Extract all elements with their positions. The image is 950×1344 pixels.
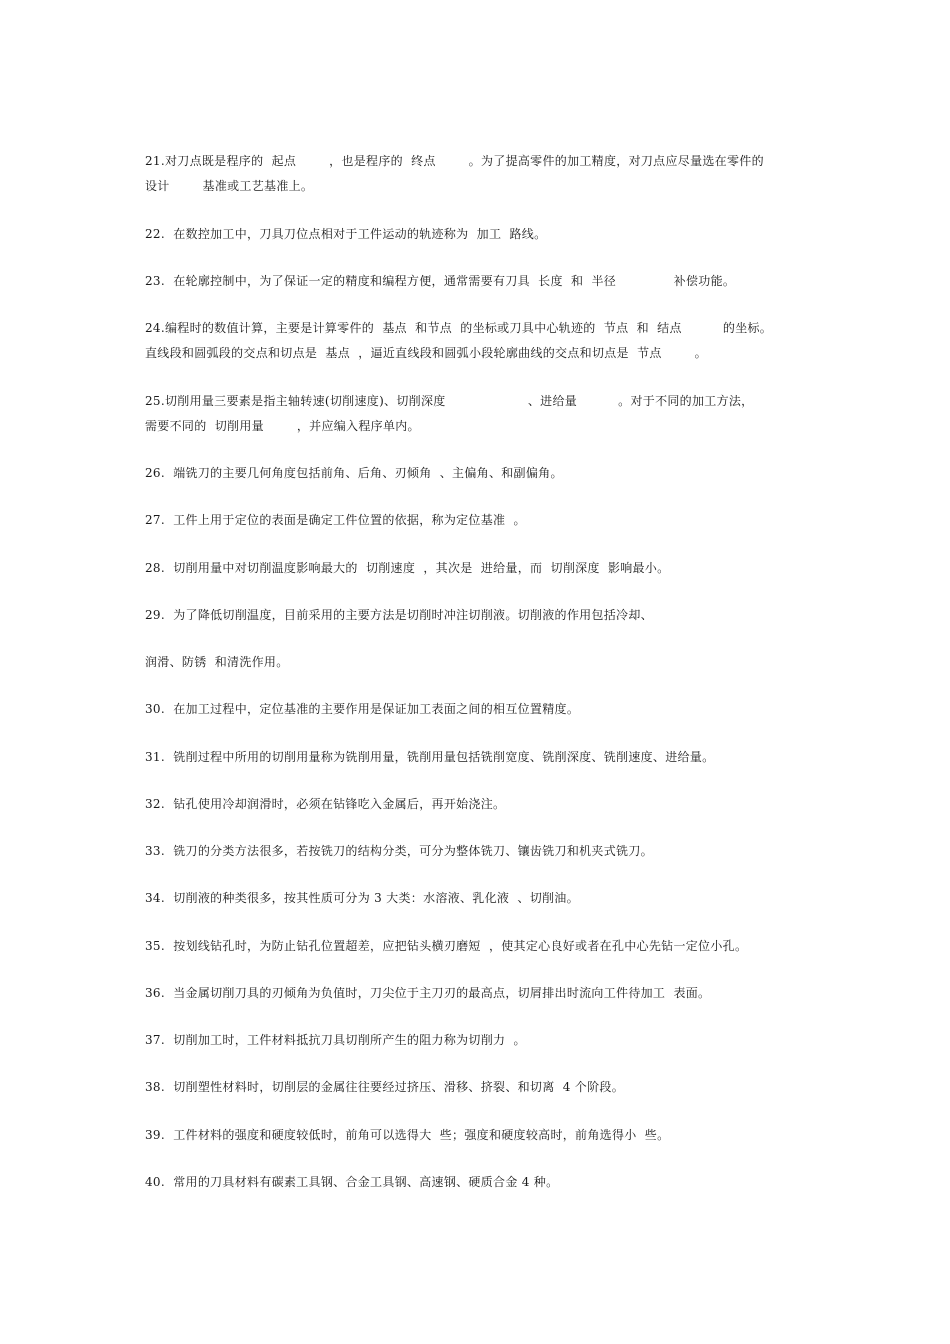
text-line-24a: 24.编程时的数值计算，主要是计算零件的 基点 和节点 的坐标或刀具中心轨迹的 节点 和 结点 的坐标。: [145, 321, 773, 335]
text-line-29b: 润滑、防锈 和清洗作用。: [145, 655, 289, 669]
text-line-31: 31. 铣削过程中所用的切削用量称为铣削用量，铣削用量包括铣削宽度、铣削深度、铣削速度、进给量。: [145, 750, 715, 764]
text-line-37: 37. 切削加工时，工件材料抵抗刀具切削所产生的阻力称为切削力 。: [145, 1033, 526, 1047]
text-line-21a: 21.对刀点既是程序的 起点 ，也是程序的 终点 。为了提高零件的加工精度，对刀点应尽量选在零件的: [145, 154, 764, 168]
text-line-26: 26. 端铣刀的主要几何角度包括前角、后角、刃倾角 、主偏角、和副偏角。: [145, 466, 563, 480]
text-line-25b: 需要不同的 切削用量 ，并应编入程序单内。: [145, 419, 420, 433]
text-line-24b: 直线段和圆弧段的交点和切点是 基点 ，逼近直线段和圆弧小段轮廓曲线的交点和切点是 节点 。: [145, 346, 707, 360]
text-line-40: 40. 常用的刀具材料有碳素工具钢、合金工具钢、高速钢、硬质合金 4 种。: [145, 1175, 559, 1189]
text-line-35: 35. 按划线钻孔时，为防止钻孔位置超差，应把钻头横刃磨短 ，使其定心良好或者在孔中心先钻一定位小孔。: [145, 939, 748, 953]
text-line-32: 32. 钻孔使用冷却润滑时，必须在钻锋吃入金属后，再开始浇注。: [145, 797, 506, 811]
text-line-29a: 29. 为了降低切削温度，目前采用的主要方法是切削时冲注切削液。切削液的作用包括冷却、: [145, 608, 653, 622]
text-line-27: 27. 工件上用于定位的表面是确定工件位置的依据，称为定位基准 。: [145, 513, 526, 527]
text-line-23: 23. 在轮廓控制中，为了保证一定的精度和编程方便，通常需要有刀具 长度 和 半径 补偿功能。: [145, 274, 736, 288]
text-line-39: 39. 工件材料的强度和硬度较低时，前角可以选得大 些；强度和硬度较高时，前角选得小 些。: [145, 1128, 670, 1142]
text-line-21b: 设计 基准或工艺基准上。: [145, 179, 314, 193]
text-line-30: 30. 在加工过程中，定位基准的主要作用是保证加工表面之间的相互位置精度。: [145, 702, 580, 716]
text-line-22: 22. 在数控加工中，刀具刀位点相对于工件运动的轨迹称为 加工 路线。: [145, 227, 547, 241]
text-line-34: 34. 切削液的种类很多，按其性质可分为 3 大类：水溶液、乳化液 、切削油。: [145, 891, 579, 905]
text-line-25a: 25.切削用量三要素是指主轴转速(切削速度)、切削深度 、进给量 。对于不同的加工方法，: [145, 394, 754, 408]
text-line-33: 33. 铣刀的分类方法很多，若按铣刀的结构分类，可分为整体铣刀、镶齿铣刀和机夹式铣刀。: [145, 844, 653, 858]
text-line-28: 28. 切削用量中对切削温度影响最大的 切削速度 ，其次是 进给量，而 切削深度 影响最小。: [145, 561, 670, 575]
text-line-38: 38. 切削塑性材料时，切削层的金属往往要经过挤压、滑移、挤裂、和切离 4 个阶段。: [145, 1080, 624, 1094]
text-line-36: 36. 当金属切削刀具的刃倾角为负值时，刀尖位于主刀刃的最高点，切屑排出时流向工件待加工 表面。: [145, 986, 711, 1000]
